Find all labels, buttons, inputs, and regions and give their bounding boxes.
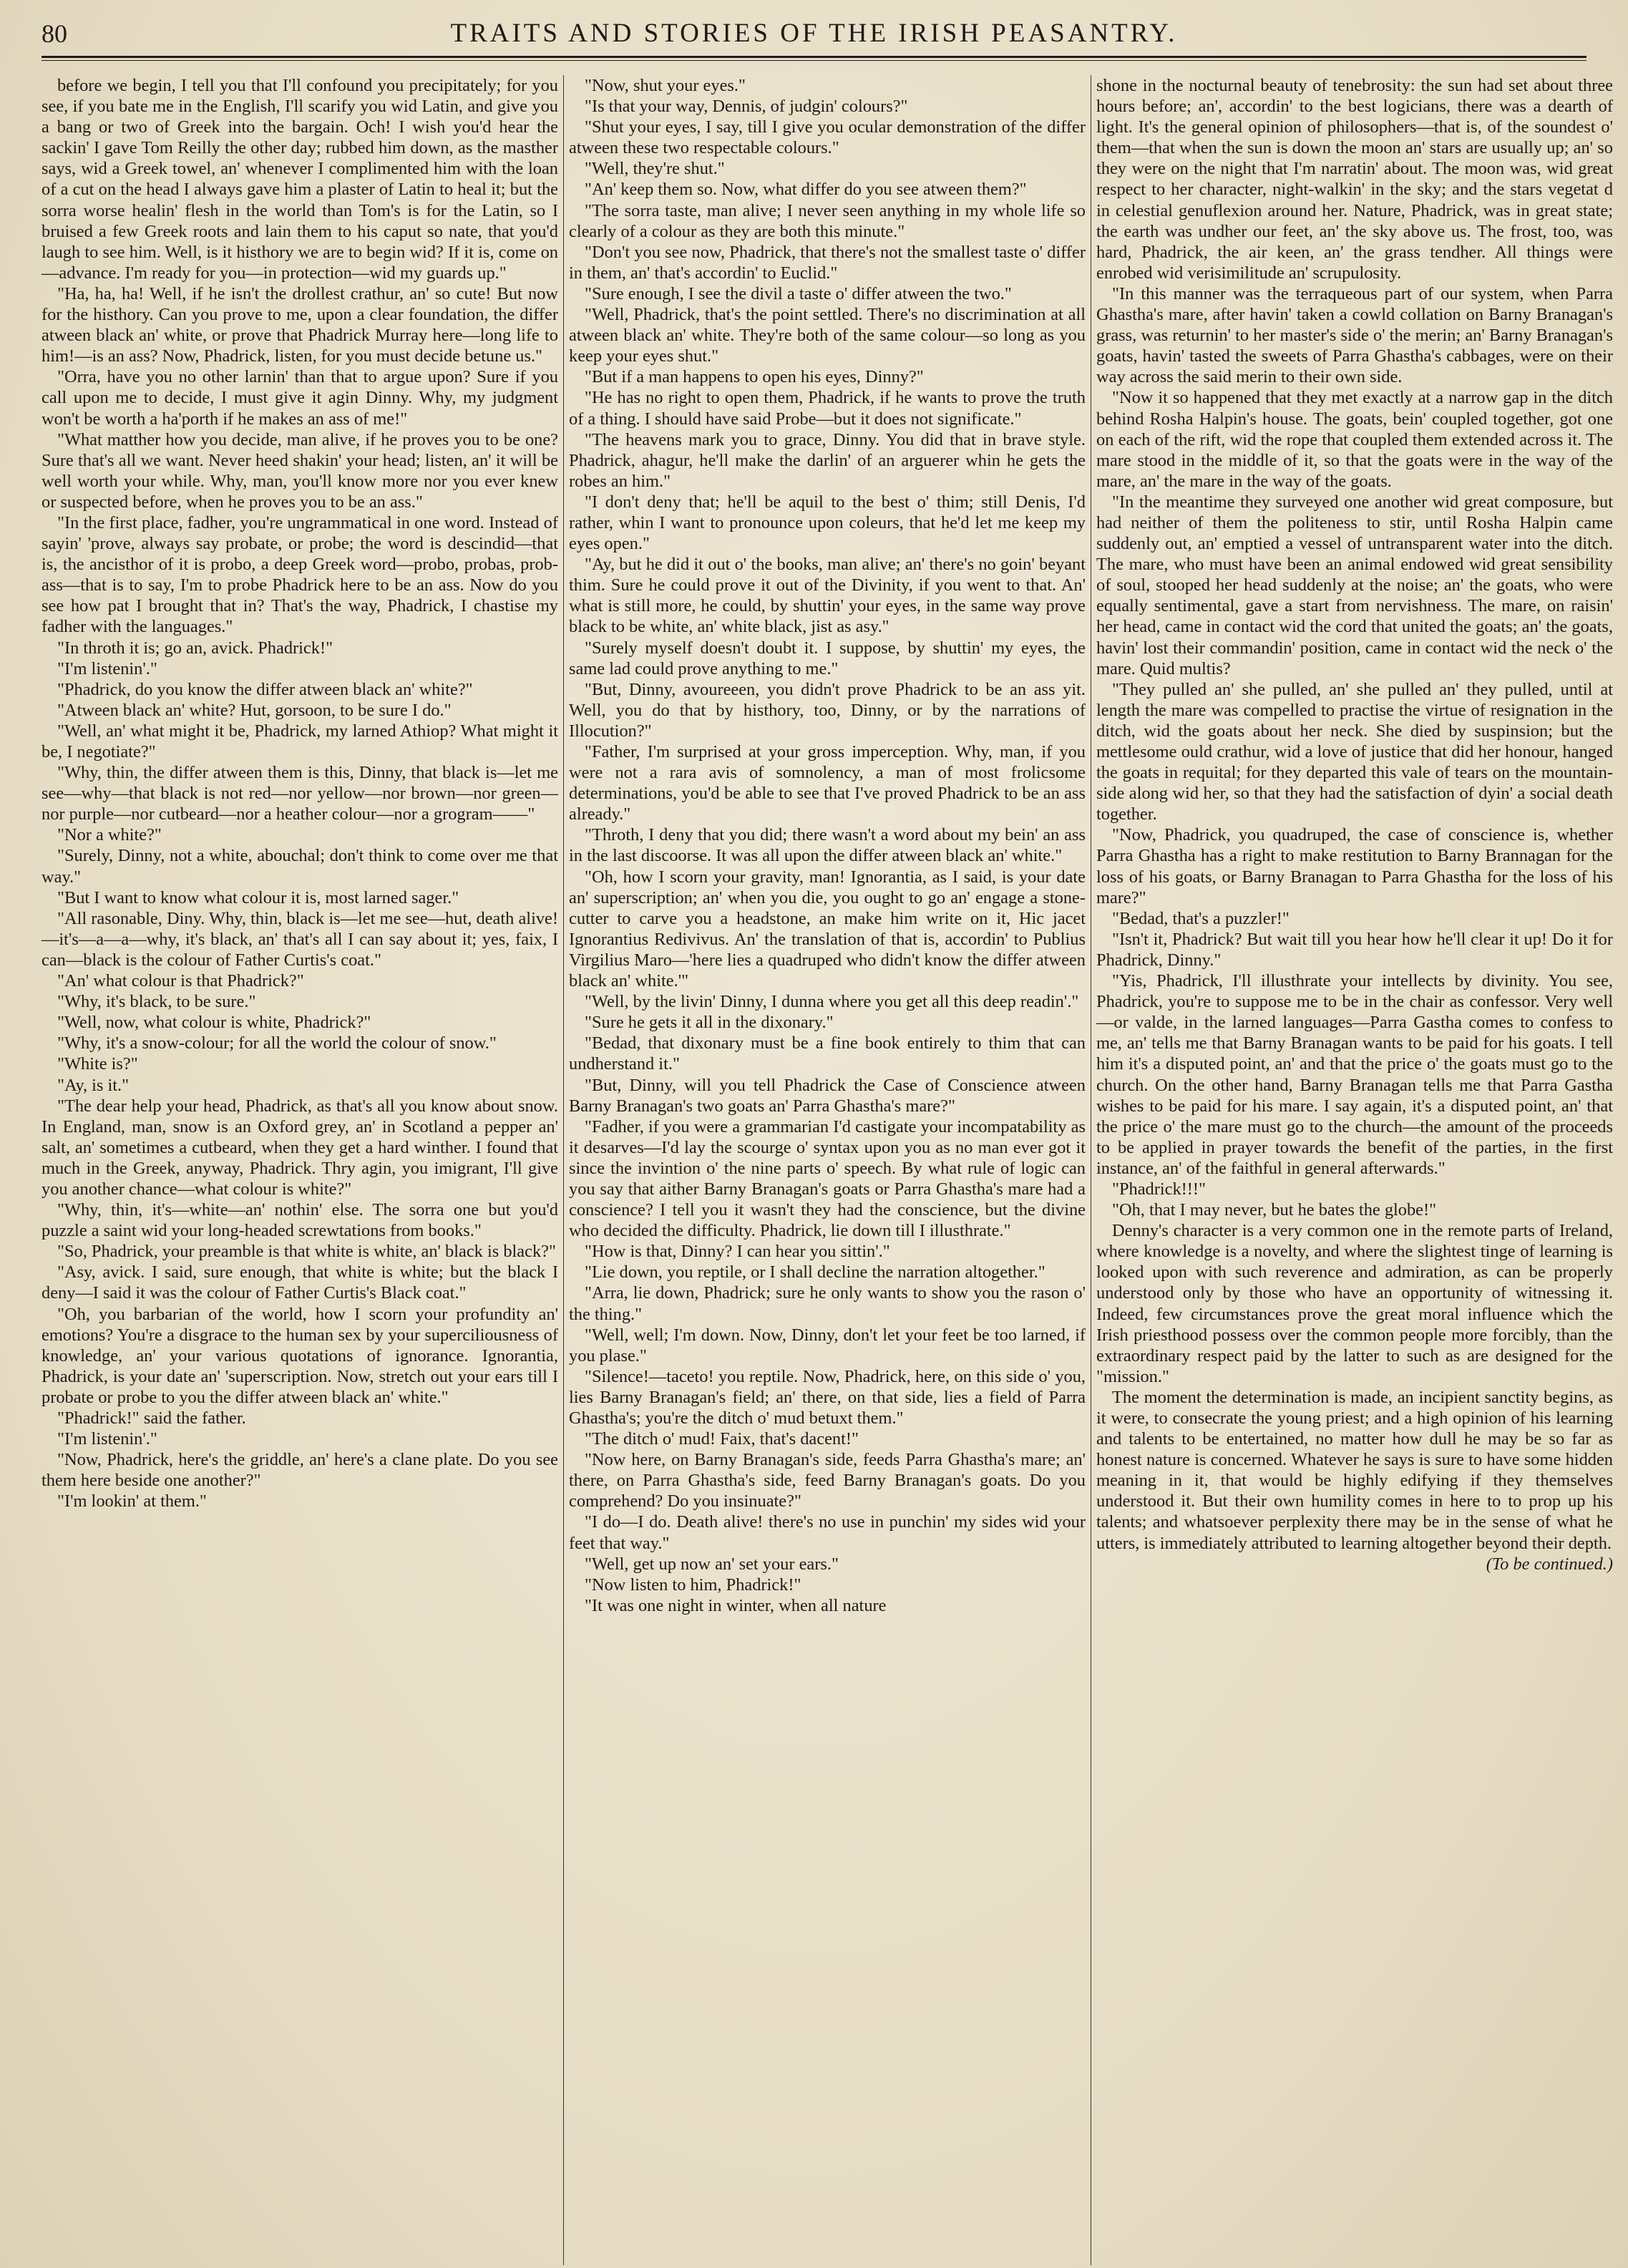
paragraph: "Now, Phadrick, you quadruped, the case of conscience is, whether Parra Ghastha has a right to make restitution to Barny Brannagan for the loss of his goats, or Barny Branagan to Parra Ghastha for the loss of his mare?" [1096, 825, 1613, 907]
column-left [42, 75, 558, 2265]
paragraph: "I'm listenin'." [57, 1429, 157, 1449]
text-columns [42, 75, 1613, 2265]
paragraph: "Well, they're shut." [585, 159, 725, 179]
paragraph: "The ditch o' mud! Faix, that's dacent!" [585, 1429, 859, 1449]
paragraph: "Now here, on Barny Branagan's side, feeds Parra Ghastha's mare; an' there, on Parra Ghastha's side, feed Barny Branagan's goats. Do you comprehend? Do you insinuate?" [569, 1450, 1086, 1512]
paragraph: "Now, shut your eyes." [585, 76, 746, 95]
paragraph: "Oh, you barbarian of the world, how I scorn your profundity an' emotions? You're a disgrace to the human sex by your superciliousness of knowledge, an' your various quotations of ignorance. Ignorantia, Phadrick, is your date an' 'superscription. Now, stretch out your ears till I probate or probe to you the differ atween black an' white." [42, 1304, 558, 1407]
paragraph: "Oh, how I scorn your gravity, man! Ignorantia, as I said, is your date an' superscription; an' when you die, you ought to go an' engage a stone-cutter to carve you a headstone, an make him write on it, Hic jacet Ignorantius Redivivus. An' the translation of that is, accordin' to Publius Virgilius Maro—'here lies a quadruped who didn't know the differ atween black an' white.'" [569, 867, 1086, 991]
paragraph: Denny's character is a very common one in the remote parts of Ireland, where knowledge is a novelty, and where the slightest tinge of learning is looked upon with such reverence and admiration, as can be properly understood only by those who have an opportunity of witnessing it. Indeed, few circumstances prove the great moral influence which the Irish priesthood possess over the common people more forcibly, than the extraordinary respect paid by the latter to such as are designed for the "mission." [1096, 1221, 1613, 1386]
paragraph: "So, Phadrick, your preamble is that white is white, an' black is black?" [57, 1242, 556, 1262]
paragraph: "White is?" [57, 1054, 138, 1074]
paragraph: "Well, get up now an' set your ears." [585, 1554, 839, 1574]
paragraph: "But, Dinny, avoureeen, you didn't prove Phadrick to be an ass yit. Well, you do that by histhory, too, Dinny, or by the narrations of Illocution?" [569, 679, 1086, 741]
paragraph: "I'm listenin'." [57, 658, 157, 678]
paragraph: "Isn't it, Phadrick? But wait till you hear how he'll clear it up! Do it for Phadrick, Dinny." [1096, 929, 1613, 970]
paragraph: "How is that, Dinny? I can hear you sittin'." [585, 1242, 890, 1262]
paragraph: "The heavens mark you to grace, Dinny. You did that in brave style. Phadrick, ahagur, he'll make the darlin' of an arguerer whin he gets the robes an him." [569, 429, 1086, 491]
paragraph: "Sure he gets it all in the dixonary." [585, 1013, 834, 1033]
paragraph: "Phadrick!!!" [1112, 1179, 1206, 1199]
paragraph: "Asy, avick. I said, sure enough, that white is white; but the black I deny—I said it was the colour of Father Curtis's Black coat." [42, 1262, 558, 1303]
paragraph: "Why, it's a snow-colour; for all the world the colour of snow." [57, 1033, 497, 1053]
paragraph: "Well, Phadrick, that's the point settled. There's no discrimination at all atween black an' white. They're both of the same colour—so long as you keep your eyes shut." [569, 305, 1086, 366]
column-middle [569, 75, 1086, 2265]
paragraph: "The sorra taste, man alive; I never seen anything in my whole life so clearly of a colour as they are both this minute." [569, 200, 1086, 241]
page-header [42, 16, 1586, 52]
paragraph: (To be continued.) [1486, 1554, 1613, 1574]
paragraph: "In this manner was the terraqueous part of our system, when Parra Ghastha's mare, after havin' taken a cowld collation on Barny Branagan's grass, was returnin' to her master's side o' the merin; an' Barny Branagan's goats, havin' tasted the sweets of Parra Ghastha's cabbages, were on their way across the said merin to their own side. [1096, 283, 1613, 387]
paragraph: "Phadrick, do you know the differ atween black an' white?" [57, 679, 473, 699]
paragraph: "Now it so happened that they met exactly at a narrow gap in the ditch behind Rosha Halpin's house. The goats, bein' coupled together, got one on each of the rift, wid the rope that coupled them extended across it. The mare stood in the middle of it, so that the goats were in the way of the mare, an' the mare in the way of the goats. [1096, 388, 1613, 491]
paragraph: "Yis, Phadrick, I'll illusthrate your intellects by divinity. You see, Phadrick, you're to suppose me to be in the chair as confessor. Very well—or valde, in the larned languages—Parra Gastha comes to confess to me, an' tells me that Barny Branagan wants to be paid for his goats. I tell him it's a disputed point, an' and that the price o' the goats must go to the church. On the other hand, Barny Branagan tells me that Parra Gastha wishes to be paid for his mare. I say again, it's a disputed point, an' that the price o' the mare must go to the church—the amount of the proceeds to be applied in prayer towards the benefit of the parties, in the first instance, an' of the faithful in general afterwards." [1096, 971, 1613, 1178]
paragraph: "What matther how you decide, man alive, if he proves you to be one? Sure that's all we want. Never heed shakin' your head; listen, an' it will be well worth your while. Why, man, you'll know more nor you ever knew or suspected before, when he proves you to be an ass." [42, 429, 558, 512]
paragraph: "Why, it's black, to be sure." [57, 992, 256, 1012]
paragraph: "Orra, have you no other larnin' than that to argue upon? Sure if you call upon me to decide, I must give it agin Dinny. Why, my judgment won't be worth a ha'porth if he makes an ass of me!" [42, 367, 558, 429]
paragraph: "Bedad, that's a puzzler!" [1112, 908, 1290, 928]
paragraph: "I don't deny that; he'll be aquil to the best o' thim; still Denis, I'd rather, whin I want to pronounce upon coleurs, that he'd let me keep my eyes open." [569, 492, 1086, 554]
paragraph: "Atween black an' white? Hut, gorsoon, to be sure I do." [57, 700, 452, 720]
running-title: TRAITS AND STORIES OF THE IRISH PEASANTRY. [450, 19, 1178, 48]
paragraph: "Surely myself doesn't doubt it. I suppose, by shuttin' my eyes, the same lad could prove anything to me." [569, 638, 1086, 678]
paragraph: "I'm lookin' at them." [57, 1491, 207, 1512]
paragraph: "Throth, I deny that you did; there wasn't a word about my bein' an ass in the last discoorse. It was all upon the differ atween black an' white." [569, 825, 1086, 866]
paragraph: "He has no right to open them, Phadrick, if he wants to prove the truth of a thing. I should have said Probe—but it does not significate." [569, 388, 1086, 429]
header-rule [42, 56, 1586, 61]
paragraph: "Oh, that I may never, but he bates the globe!" [1112, 1200, 1437, 1220]
paragraph: "All rasonable, Diny. Why, thin, black is—let me see—hut, death alive!—it's—a—a—why, it's black, an' that's all I can say about it; yes, faix, I can—black is the colour of Father Curtis's coat." [42, 908, 558, 970]
paragraph: "It was one night in winter, when all nature [585, 1595, 887, 1615]
paragraph: "Nor a white?" [57, 825, 162, 845]
paragraph: "Now, Phadrick, here's the griddle, an' here's a clane plate. Do you see them here beside one another?" [42, 1450, 558, 1491]
paragraph: "Is that your way, Dennis, of judgin' colours?" [585, 97, 908, 117]
paragraph: "In the meantime they surveyed one another wid great composure, but had neither of them the politeness to stir, until Rosha Halpin came suddenly out, an' emptied a vessel of untransparent water into the ditch. The mare, who must have been an animal endowed wid great sensibility of soul, stooped her head suddenly at the noise; an' the goats, who were equally sentimental, gave a start from nervishness. The mare, on raisin' her head, came in contact wid the cord that united the goats; an' the goats, havin' lost their commandin' position, came in contact wid the neck o' the mare. Quid multis? [1096, 492, 1613, 678]
paragraph: shone in the nocturnal beauty of tenebrosity: the sun had set about three hours before; an', accordin' to the best logicians, there was a dearth of light. It's the general opinion of philosophers—that is, of the soundest o' them—that when the sun is down the moon an' stars are usually up; an' so they were on the night that I'm narratin' about. The moon was, wid great respect to her character, night-walkin' in the sky; and the stars vegetat d in celestial genuflexion around her. Nature, Phadrick, was in great state; the earth was undher our feet, an' the sky above us. The frost, too, was hard, Phadrick, the air keen, an' the grass tendher. All things were enrobed wid verisimilitude an' scrupulosity. [1096, 76, 1613, 283]
paragraph: "But, Dinny, will you tell Phadrick the Case of Conscience atween Barny Branagan's two goats an' Parra Ghastha's mare?" [569, 1075, 1086, 1116]
paragraph: "Silence!—taceto! you reptile. Now, Phadrick, here, on this side o' you, lies Barny Branagan's field; an' there, on that side, lies a field of Parra Ghastha's; you're the ditch o' mud betuxt them." [569, 1366, 1086, 1428]
paragraph: "I do—I do. Death alive! there's no use in punchin' my sides wid your feet that way." [569, 1512, 1086, 1553]
paragraph: The moment the determination is made, an incipient sanctity begins, as it were, to consecrate the young priest; and a high opinion of his learning and talents to be entertained, no matter how dull he may be so far as honest nature is concerned. Whatever he says is sure to have some hidden meaning in it, that would be highly edifying if they themselves understood it. But their own humility comes in here to to prop up his talents; and whatsoever perplexity there may be in the sense of what he utters, is immediately attributed to learning altogether beyond their depth. [1096, 1387, 1613, 1553]
paragraph: "Phadrick!" said the father. [57, 1408, 246, 1428]
paragraph: before we begin, I tell you that I'll confound you precipitately; for you see, if you bate me in the English, I'll scarify you wid Latin, and give you a bang or two of Greek into the bargain. Och! I wish you'd hear the sackin' I gave Tom Reilly the other day; rubbed him down, as the masther says, wid a Greek towel, an' whenever I complimented him with the loan of a cut on the head I always gave him a plaster of Latin to heal it; but the sorra worse healin' flesh in the world than Tom's is for the Latin, so I bruised a few Greek roots and lain them to his caput so nate, that you'd laugh to see him. Well, is it histhory we are to begin wid? If it is, come on—advance. I'm ready for you—in protection—wid my guards up." [42, 76, 558, 283]
column-right [1096, 75, 1613, 2265]
paragraph: "In the first place, fadher, you're ungrammatical in one word. Instead of sayin' 'prove, always say probate, or probe; the word is descindid—that is, the ancisthor of it is probo, a deep Greek word—probo, probas, prob-ass—that is to say, I'm to probe Phadrick here to be an ass. Now do you see how pat I brought that in? That's the way, Phadrick, I chastise my fadher with the languages." [42, 512, 558, 637]
paragraph: "But if a man happens to open his eyes, Dinny?" [585, 367, 924, 387]
paragraph: "Don't you see now, Phadrick, that there's not the smallest taste o' differ in them, an' that's accordin' to Euclid." [569, 242, 1086, 283]
paragraph: "Well, well; I'm down. Now, Dinny, don't let your feet be too larned, if you plase." [569, 1325, 1086, 1366]
paragraph: "Lie down, you reptile, or I shall decline the narration altogether." [585, 1262, 1045, 1283]
paragraph: "Fadher, if you were a grammarian I'd castigate your incompatability as it desarves—I'd lay the scourge o' syntax upon you as no man ever got it since the invintion o' the nine parts o' speech. By what rule of logic can you say that aither Barny Branagan's goats or Parra Ghastha's mare had a conscience? I tell you it wasn't they had the conscience, but the divine who decided the difficulty. Phadrick, lie down till I illusthrate." [569, 1116, 1086, 1241]
page-number: 80 [42, 19, 67, 48]
paragraph: "Bedad, that dixonary must be a fine book entirely to thim that can undherstand it." [569, 1033, 1086, 1074]
paragraph: "Now listen to him, Phadrick!" [585, 1575, 801, 1595]
paragraph: "An' what colour is that Phadrick?" [57, 971, 304, 991]
paragraph: "Ay, is it." [57, 1075, 130, 1095]
paragraph: "Well, now, what colour is white, Phadrick?" [57, 1013, 371, 1033]
paragraph: "Ha, ha, ha! Well, if he isn't the drollest crathur, an' so cute! But now for the histhory. Can you prove to me, upon a clear foundation, the differ atween black an' white, or prove that Phadrick Murray here—long life to him!—is an ass? Now, Phadrick, listen, for you must decide betune us." [42, 283, 558, 366]
paragraph: "Ay, but he did it out o' the books, man alive; an' there's no goin' beyant thim. Sure he could prove it out of the Divinity, if you went to that. An' what is still more, he could, by shuttin' your eyes, in the same way prove black to be white, an' white black, jist as asy." [569, 555, 1086, 637]
paragraph: "Well, an' what might it be, Phadrick, my larned Athiop? What might it be, I negotiate?" [42, 721, 558, 761]
paragraph: "Father, I'm surprised at your gross imperception. Why, man, if you were not a rara avis of somnolency, a man of most frolicsome determinations, you'd be able to see that I've proved Phadrick to be an ass already." [569, 742, 1086, 824]
paragraph: "Shut your eyes, I say, till I give you ocular demonstration of the differ atween these two respectable colours." [569, 117, 1086, 158]
paragraph: "Arra, lie down, Phadrick; sure he only wants to show you the rason o' the thing." [569, 1283, 1086, 1324]
paragraph: "An' keep them so. Now, what differ do you see atween them?" [585, 180, 1027, 200]
paragraph: "Why, thin, it's—white—an' nothin' else. The sorra one but you'd puzzle a saint wid your long-headed screwtations from books." [42, 1200, 558, 1241]
paragraph: "Sure enough, I see the divil a taste o' differ atween the two." [585, 283, 1012, 303]
paragraph: "But I want to know what colour it is, most larned sager." [57, 887, 459, 907]
paragraph: "Well, by the livin' Dinny, I dunna where you get all this deep readin'." [585, 992, 1079, 1012]
paragraph: "Why, thin, the differ atween them is this, Dinny, that black is—let me see—why—that black is not red—nor yellow—nor brown—nor green—nor purple—nor cutbeard—nor a heather colour—nor a grogram——" [42, 763, 558, 824]
paragraph: "They pulled an' she pulled, an' she pulled an' they pulled, until at length the mare was compelled to practise the virtue of resignation in the ditch, wid the goats about her neck. She died by suspinsion; but the mettlesome ould crathur, wid a love of justice that did her honour, hanged the goats in requital; for they departed this vale of tears on the mountain-side along wid her, so that they had the satisfaction of dyin' a social death together. [1096, 679, 1613, 824]
paragraph: "In throth it is; go an, avick. Phadrick!" [57, 638, 333, 658]
paragraph: "Surely, Dinny, not a white, abouchal; don't think to come over me that way." [42, 846, 558, 887]
paragraph: "The dear help your head, Phadrick, as that's all you know about snow. In England, man, snow is an Oxford grey, an' in Scotland a pepper an' salt, an' sometimes a cutbeard, when they get a hard winther. I found that much in the Greek, anyway, Phadrick. Thry agin, you imigrant, I'll give you another chance—what colour is white?" [42, 1096, 558, 1199]
